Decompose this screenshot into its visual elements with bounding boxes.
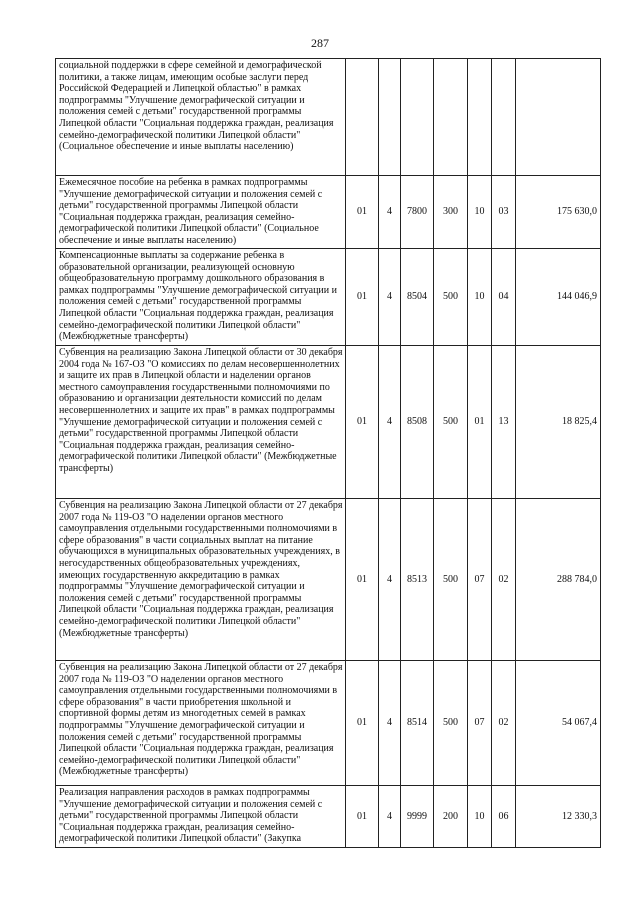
page-number: 287: [311, 36, 329, 50]
table-row: [56, 249, 601, 346]
row-description: Субвенция на реализацию Закона Липецкой области от 30 декабря 2004 года № 167-ОЗ "О комиссиях по делам несовершеннолетних и защите их прав в Липецкой области и наделении органов местного самоуправления государственными полномочиями по образованию и организации деятельности комиссий по делам несовершеннолетних и защите их прав" в рамках подпрограммы "Улучшение демографической ситуации и положения семей с детьми" государственной программы Липецкой области "Социальная поддержка граждан, реализация семейно-демографической политики Липецкой области" (Межбюджетные трансферты): [56, 346, 346, 499]
expense-type-code: 300: [434, 176, 468, 249]
target-article-code: 9999: [401, 786, 434, 848]
target-article-code: 7800: [401, 176, 434, 249]
section-code: 01: [468, 346, 492, 499]
amount: 12 330,3: [516, 786, 601, 848]
target-article-code: 8508: [401, 346, 434, 499]
amount: 54 067,4: [516, 661, 601, 786]
section-code: 07: [468, 499, 492, 661]
section-code: [468, 59, 492, 176]
row-description: Субвенция на реализацию Закона Липецкой области от 27 декабря 2007 года № 119-ОЗ "О наделении органов местного самоуправления отдельными государственными полномочиями в сфере образования" в части приобретения школьной и спортивной формы детям из многодетных семей в рамках подпрограммы "Улучшение демографической ситуации и положения семей с детьми" государственной программы Липецкой области "Социальная поддержка граждан, реализация семейно-демографической политики Липецкой области" (Межбюджетные трансферты): [56, 661, 346, 786]
target-article-code: 8504: [401, 249, 434, 346]
expense-type-code: 200: [434, 786, 468, 848]
ministry-code: 01: [346, 661, 379, 786]
subsection-code: 02: [492, 661, 516, 786]
subsection-code: 03: [492, 176, 516, 249]
ministry-code: 01: [346, 499, 379, 661]
row-description: Субвенция на реализацию Закона Липецкой области от 27 декабря 2007 года № 119-ОЗ "О наделении органов местного самоуправления отдельными государственными полномочиями в сфере образования" в части социальных выплат на питание обучающихся в муниципальных образовательных учреждениях, в негосударственных общеобразовательных учреждениях, имеющих государственную аккредитацию в рамках подпрограммы "Улучшение демографической ситуации и положения семей с детьми" государственной программы Липецкой области "Социальная поддержка граждан, реализация семейно-демографической политики Липецкой области" (Межбюджетные трансферты): [56, 499, 346, 661]
expense-type-code: [434, 59, 468, 176]
expense-type-code: 500: [434, 661, 468, 786]
program-code: 4: [379, 346, 401, 499]
target-article-code: 8513: [401, 499, 434, 661]
table-row: [56, 661, 601, 786]
row-description: Ежемесячное пособие на ребенка в рамках подпрограммы "Улучшение демографической ситуации и положения семей с детьми" государственной программы Липецкой области "Социальная поддержка граждан, реализация семейно-демографической политики Липецкой области" (Социальное обеспечение и иные выплаты населению): [56, 176, 346, 249]
expense-type-code: 500: [434, 346, 468, 499]
expense-type-code: 500: [434, 249, 468, 346]
table-row: [56, 786, 601, 848]
ministry-code: 01: [346, 176, 379, 249]
table-row: [56, 59, 601, 176]
ministry-code: 01: [346, 786, 379, 848]
program-code: 4: [379, 499, 401, 661]
section-code: 10: [468, 249, 492, 346]
expense-type-code: 500: [434, 499, 468, 661]
target-article-code: 8514: [401, 661, 434, 786]
section-code: 10: [468, 176, 492, 249]
ministry-code: 01: [346, 346, 379, 499]
subsection-code: 13: [492, 346, 516, 499]
subsection-code: [492, 59, 516, 176]
amount: 175 630,0: [516, 176, 601, 249]
amount: [516, 59, 601, 176]
row-description: Компенсационные выплаты за содержание ребенка в образовательной организации, реализующей основную общеобразовательную программу дошкольного образования в рамках подпрограммы "Улучшение демографической ситуации и положения семей с детьми" государственной программы Липецкой области "Социальная поддержка граждан, реализация семейно-демографической политики Липецкой области" (Межбюджетные трансферты): [56, 249, 346, 346]
program-code: 4: [379, 661, 401, 786]
ministry-code: [346, 59, 379, 176]
subsection-code: 06: [492, 786, 516, 848]
row-description: Реализация направления расходов в рамках подпрограммы "Улучшение демографической ситуации и положения семей с детьми" государственной программы Липецкой области "Социальная поддержка граждан, реализация семейно-демографической политики Липецкой области" (Закупка: [56, 786, 346, 848]
amount: 144 046,9: [516, 249, 601, 346]
budget-table: [55, 58, 601, 848]
table-row: [56, 499, 601, 661]
subsection-code: 04: [492, 249, 516, 346]
row-description: социальной поддержки в сфере семейной и демографической политики, а также лицам, имеющим особые заслуги перед Российской Федерацией и Липецкой областью" в рамках подпрограммы "Улучшение демографической ситуации и положения семей с детьми" государственной программы Липецкой области "Социальная поддержка граждан, реализация семейно-демографической политики Липецкой области" (Социальное обеспечение и иные выплаты населению): [56, 59, 346, 176]
program-code: 4: [379, 176, 401, 249]
section-code: 07: [468, 661, 492, 786]
target-article-code: [401, 59, 434, 176]
section-code: 10: [468, 786, 492, 848]
program-code: 4: [379, 786, 401, 848]
subsection-code: 02: [492, 499, 516, 661]
table-row: [56, 176, 601, 249]
amount: 288 784,0: [516, 499, 601, 661]
table-row: [56, 346, 601, 499]
program-code: [379, 59, 401, 176]
program-code: 4: [379, 249, 401, 346]
amount: 18 825,4: [516, 346, 601, 499]
ministry-code: 01: [346, 249, 379, 346]
